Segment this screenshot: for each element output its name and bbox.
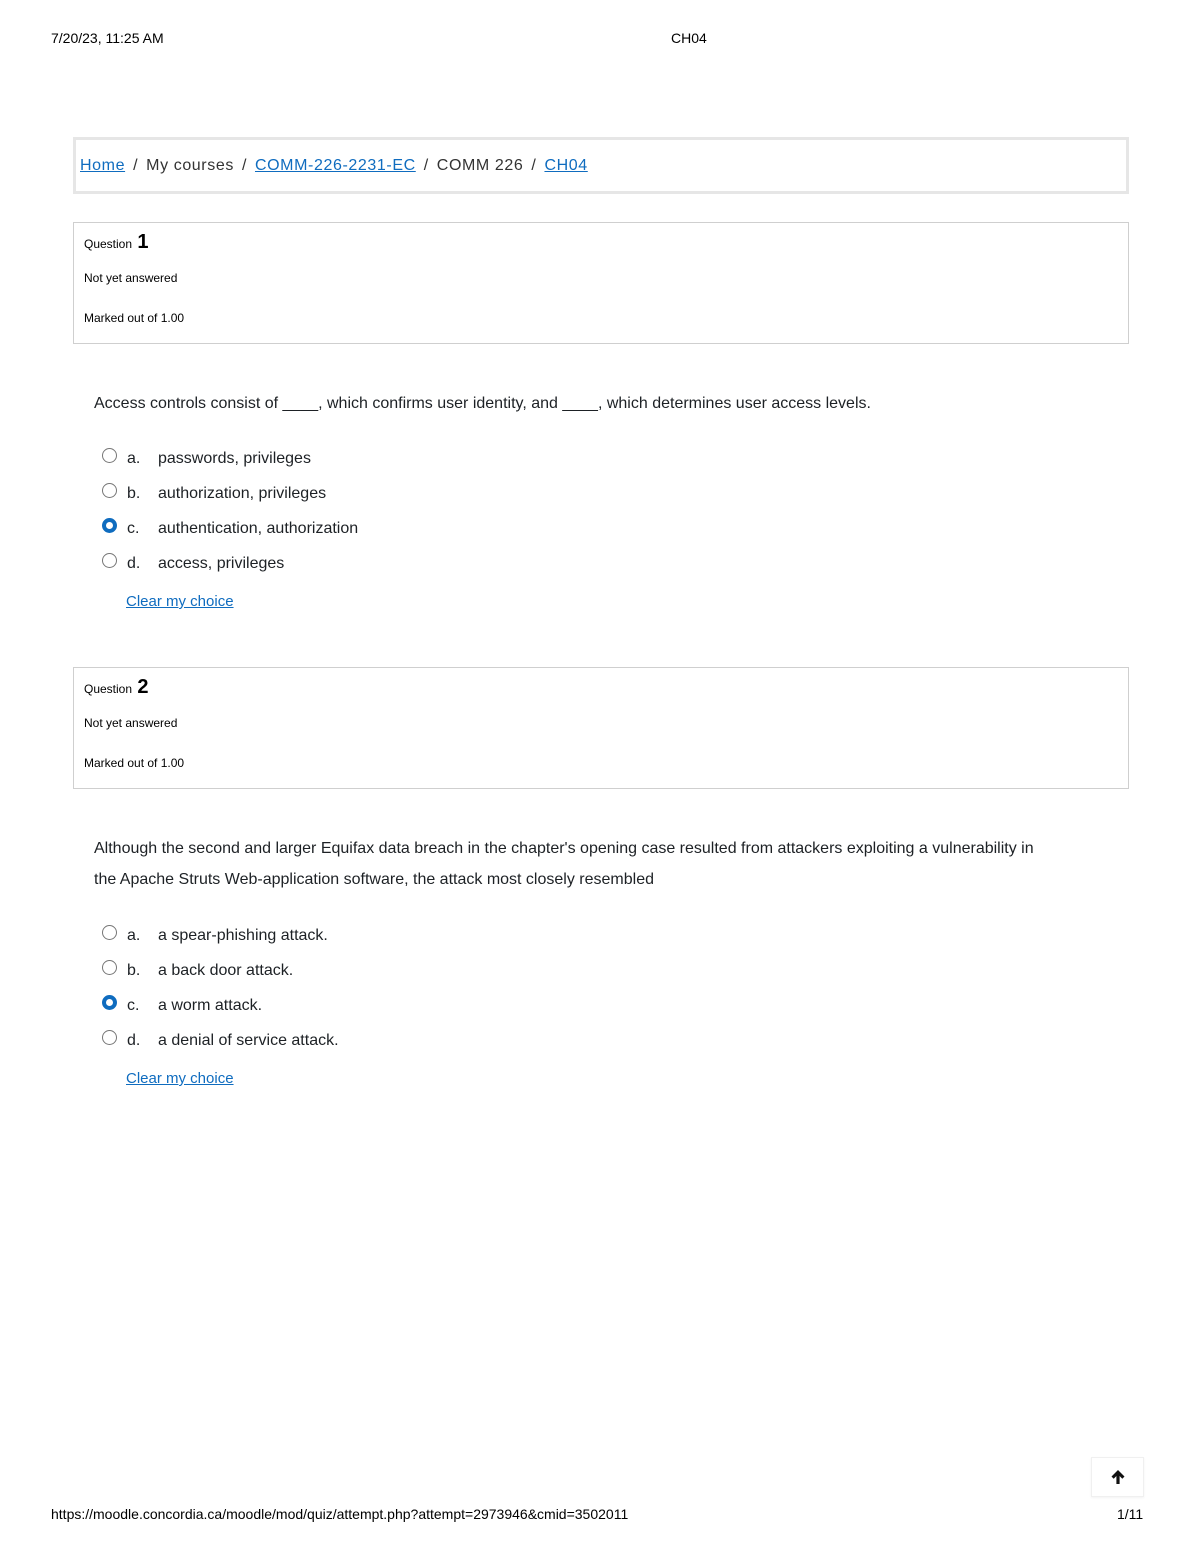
question-number [84,231,149,254]
radio-button-selected[interactable] [102,518,117,533]
question-number-value: 2 [137,676,149,698]
answer-text: authentication, authorization [158,519,359,537]
question-number [84,676,149,699]
question-label: Question [84,682,133,696]
page-url: https://moodle.concordia.ca/moodle/mod/quiz/attempt.php?attempt=2973946&cmid=3502011 [51,1506,629,1522]
question-state: Not yet answered [84,716,178,730]
back-to-top-button[interactable] [1091,1457,1144,1497]
question-1-info [73,222,1129,344]
answer-option-b[interactable] [102,953,339,988]
answer-option-a[interactable] [102,441,358,476]
breadcrumb-quiz-link[interactable]: CH04 [544,156,588,174]
breadcrumb [73,137,1129,194]
question-state: Not yet answered [84,271,178,285]
radio-button-selected[interactable] [102,995,117,1010]
answer-letter: a. [127,449,141,467]
print-header [0,30,1200,50]
breadcrumb-separator: / [241,156,247,174]
breadcrumb-course-link[interactable]: COMM-226-2231-EC [254,156,416,174]
answer-letter: c. [127,519,140,537]
answer-letter: a. [127,926,141,944]
radio-button[interactable] [102,960,117,975]
print-footer [0,1506,1200,1526]
question-number-value: 1 [137,231,149,253]
answer-text: access, privileges [158,554,285,572]
answer-text: passwords, privileges [158,449,311,467]
answer-text: a denial of service attack. [158,1031,339,1049]
answer-text: a worm attack. [158,996,263,1014]
answer-option-a[interactable] [102,918,339,953]
radio-button[interactable] [102,925,117,940]
question-2-text: Although the second and larger Equifax data breach in the chapter's opening case resulted from attackers exploiting a vulnerability in the Apache Struts Web-application software, the attack most closely resembled [94,840,1034,888]
radio-button[interactable] [102,553,117,568]
print-date: 7/20/23, 11:25 AM [51,30,164,46]
answer-text: a back door attack. [158,961,294,979]
question-2-answers [102,918,339,1058]
radio-button[interactable] [102,483,117,498]
question-label: Question [84,237,133,251]
print-title: CH04 [671,30,707,46]
page-number: 1/11 [1117,1506,1144,1522]
clear-choice-link-2[interactable]: Clear my choice [126,1070,234,1087]
breadcrumb-separator: / [531,156,537,174]
question-1-answers [102,441,358,581]
breadcrumb-home-link[interactable]: Home [80,156,126,174]
answer-option-d[interactable] [102,546,358,581]
arrow-up-icon [1110,1469,1126,1485]
clear-choice-link-1[interactable]: Clear my choice [126,593,234,610]
answer-letter: b. [127,961,141,979]
answer-letter: c. [127,996,140,1014]
answer-text: a spear-phishing attack. [158,926,328,944]
answer-option-b[interactable] [102,476,358,511]
answer-option-c[interactable] [102,988,339,1023]
answer-option-d[interactable] [102,1023,339,1058]
answer-letter: d. [127,554,141,572]
question-2-info [73,667,1129,789]
question-grade: Marked out of 1.00 [84,756,185,770]
answer-letter: d. [127,1031,141,1049]
breadcrumb-section: COMM 226 [436,156,524,174]
answer-option-c[interactable] [102,511,358,546]
radio-button[interactable] [102,1030,117,1045]
breadcrumb-my-courses: My courses [146,156,234,174]
question-1-text: Access controls consist of ____, which confirms user identity, and ____, which determines user access levels. [94,395,871,412]
breadcrumb-separator: / [133,156,139,174]
breadcrumb-separator: / [423,156,429,174]
answer-letter: b. [127,484,141,502]
answer-text: authorization, privileges [158,484,327,502]
question-grade: Marked out of 1.00 [84,311,185,325]
radio-button[interactable] [102,448,117,463]
